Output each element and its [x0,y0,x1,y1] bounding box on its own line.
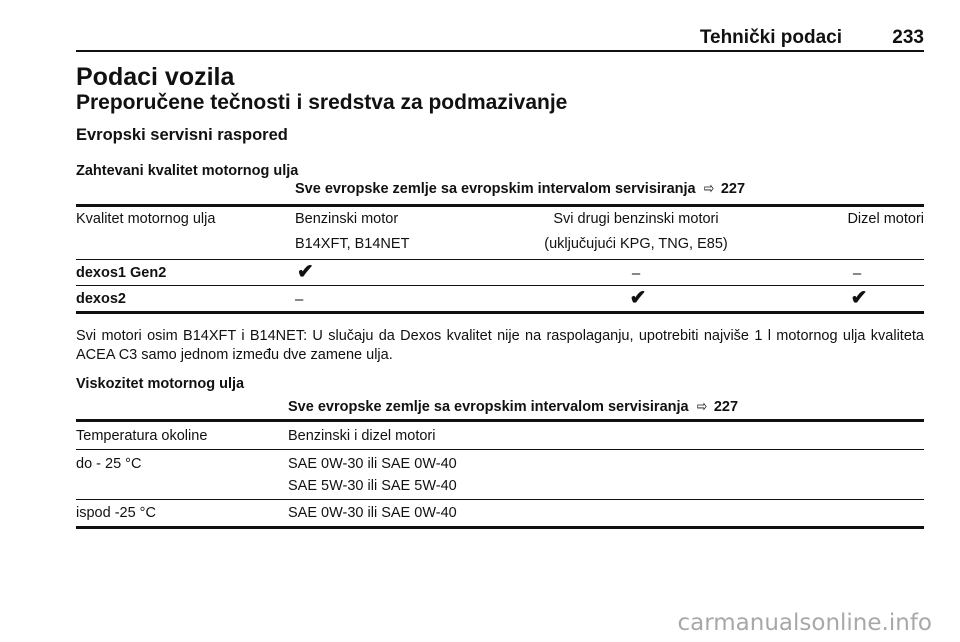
table-cell: SAE 0W-30 ili SAE 0W-40 [288,505,457,521]
checkmark-icon: ✔ [629,287,647,309]
viscosity-caption [288,399,738,415]
table-row-label: dexos1 Gen2 [76,265,167,281]
page-reference-arrow-icon: ⇨ [696,398,707,416]
dash: – [295,291,304,308]
viscosity-table [76,419,924,531]
column-header: Benzinski motor [295,211,399,227]
heading-vehicle-data: Podaci vozila [76,63,235,91]
dash: – [631,265,641,282]
table-row-label: do - 25 °C [76,456,142,472]
oil-note-paragraph: Svi motori osim B14XFT i B14NET: U slučaju da Dexos kvalitet nije na raspolaganju, upotrebiti najviše 1 l motornog ulja kvaliteta ACEA C3 samo jednom između dve zamene ulja. [76,328,924,363]
heading-european-service: Evropski servisni raspored [76,126,288,144]
table-row-label: ispod -25 °C [76,505,156,521]
dash: – [852,265,862,282]
table-bottom-rule [76,526,924,529]
caption-page-ref[interactable]: 227 [720,181,746,197]
heading-recommended-fluids: Preporučene tečnosti i sredstva za podmazivanje [76,91,568,114]
table-row-label: dexos2 [76,291,126,307]
page-reference-arrow-icon: ⇨ [703,180,714,198]
column-header-subtext: (uključujući KPG, TNG, E85) [544,236,728,252]
header-divider [76,259,924,260]
running-header [76,24,924,52]
row-divider [76,499,924,500]
checkmark-icon: ✔ [297,261,314,283]
column-header: Kvalitet motornog ulja [76,211,216,227]
caption-page-ref[interactable]: 227 [713,399,739,415]
row-divider [76,285,924,286]
caption-text: Sve evropske zemlje sa evropskim intervalom servisiranja [288,399,689,415]
column-header: Benzinski i dizel motori [288,428,436,444]
watermark: carmanualsonline.info [677,610,932,636]
table-bottom-rule [76,311,924,314]
table-cell: SAE 5W-30 ili SAE 5W-40 [288,478,457,494]
checkmark-icon: ✔ [850,287,868,309]
table-cell: SAE 0W-30 ili SAE 0W-40 [288,456,457,472]
oil-quality-table [76,204,924,314]
viscosity-title: Viskozitet motornog ulja [76,376,245,392]
table-top-rule [76,204,924,207]
column-header: Svi drugi benzinski motori [553,211,719,227]
column-header: Temperatura okoline [76,428,208,444]
column-header: Dizel motori [847,211,924,227]
oil-quality-title: Zahtevani kvalitet motornog ulja [76,163,299,179]
table-top-rule [76,419,924,422]
section-title: Tehnički podaci [699,27,842,48]
column-header-subtext: B14XFT, B14NET [295,236,410,252]
page-number: 233 [892,27,924,48]
oil-quality-caption [295,181,745,197]
header-divider [76,449,924,450]
caption-text: Sve evropske zemlje sa evropskim intervalom servisiranja [295,181,696,197]
